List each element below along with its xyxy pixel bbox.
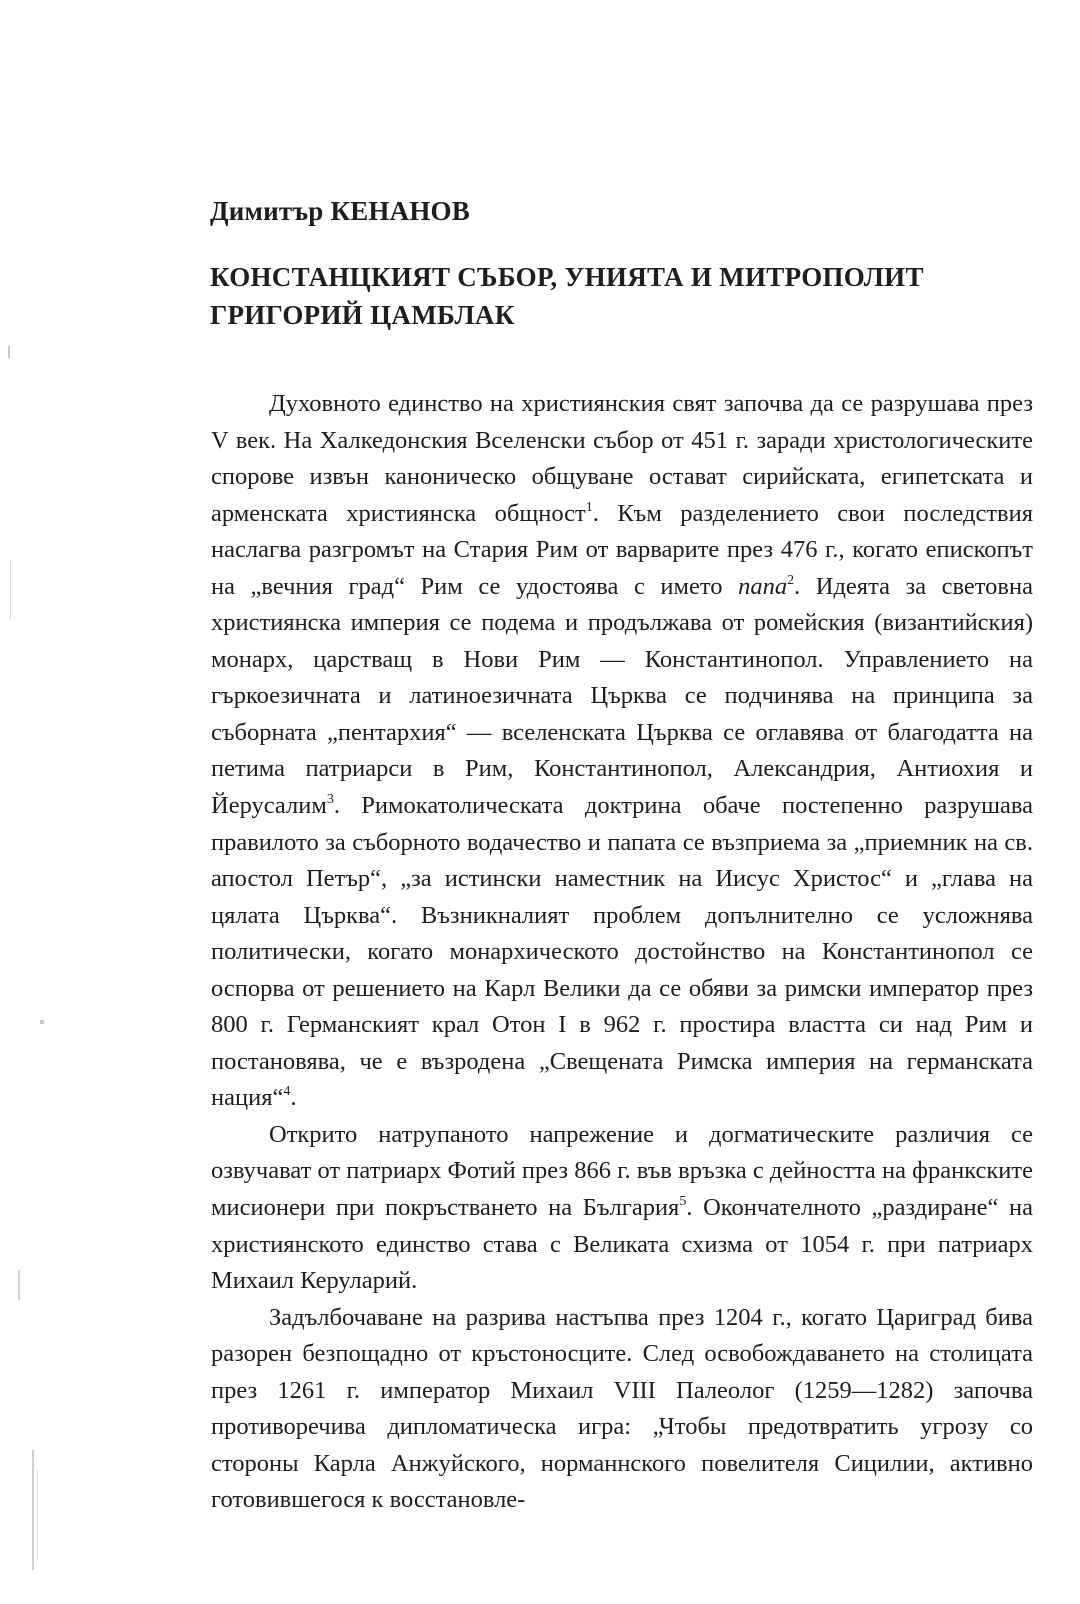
footnote-ref[interactable]: 4	[283, 1084, 291, 1100]
scan-artifact	[8, 346, 10, 358]
paragraph-text: . Към разделението свои последствия наслагва разгромът на Стария Рим от варварите през 476 г., когато епископът на „вечния град“ Рим се удостоява с името	[211, 499, 1033, 600]
title-line: ГРИГОРИЙ ЦАМБЛАК	[210, 300, 515, 330]
paragraph-text: Задълбочаване на разрива настъпва през 1204 г., когато Цариград бива разорен безпощадно от кръстоносците. След освобождаването на столицата през 1261 г. император Михаил VIII Палеолог (1259—1282) започва противоречива дипломатическа игра: „Чтобы предотвратить угрозу со стороны Карла Анжуйского, норманнского повелителя Сицилии, активно готовившегося к восстановле-	[211, 1303, 1033, 1514]
footnote-ref[interactable]: 1	[585, 499, 593, 515]
paragraph	[211, 1117, 1033, 1300]
article-body	[211, 386, 1033, 1519]
paragraph-text: .	[290, 1084, 297, 1112]
title-line: КОНСТАНЦКИЯТ СЪБОР, УНИЯТА И МИТРОПОЛИТ	[210, 262, 924, 292]
footnote-ref[interactable]: 3	[326, 792, 334, 808]
paragraph-text: Духовното единство на християнския свят започва да се разрушава през V век. На Халкедонския Вселенски събор от 451 г. заради христологическите спорове извън каноническо общуване остават сирийската, египетската и арменската християнска общност	[211, 390, 1033, 527]
scan-artifact	[32, 1450, 34, 1570]
paragraph	[211, 386, 1033, 1117]
article-title	[210, 258, 1030, 334]
paragraph	[211, 1300, 1033, 1519]
author-name: Димитър КЕНАНОВ	[210, 196, 470, 226]
scan-artifact	[10, 560, 11, 620]
footnote-ref[interactable]: 2	[787, 572, 795, 588]
scan-artifact	[18, 1270, 20, 1300]
paragraph-text: . Идеята за световна християнска империя се подема и продължава от ромейския (византийския) монарх, царстващ в Нови Рим — Константинопол. Управлението на гъркоезичната и латиноезичната Църква се подчинява на принципа за съборната „пентархия“ — вселенската Църква се оглавява от благодатта на петима патриарси в Рим, Константинопол, Александрия, Антиохия и Йерусалим	[211, 572, 1033, 820]
footnote-ref[interactable]: 5	[679, 1194, 687, 1210]
scan-artifact	[37, 1470, 38, 1560]
paragraph-text: Открито натрупаното напрежение и догматическите различия се озвучават от патриарх Фотий през 866 г. във връзка с дейността на франкските мисионери при покръстването на България	[211, 1120, 1033, 1222]
italic-term: папа	[738, 572, 788, 600]
scan-artifact	[40, 1020, 44, 1024]
paragraph-text: . Окончателното „раздиране“ на християнското единство става с Великата схизма от 1054 г. при патриарх Михаил Керуларий.	[211, 1194, 1033, 1295]
paragraph-text: . Римокатолическата доктрина обаче постепенно разрушава правилото за съборното водачество и папата се възприема за „приемник на св. апостол Петър“, „за истински наместник на Иисус Христос“ и „глава на цялата Църква“. Възникналият проблем допълнително се усложнява политически, когато монархическото достойнство на Константинопол се оспорва от решението на Карл Велики да се обяви за римски император през 800 г. Германският крал Отон I в 962 г. простира властта си над Рим и постановява, че е възродена „Свещената Римска империя на германската нация“	[211, 792, 1033, 1112]
